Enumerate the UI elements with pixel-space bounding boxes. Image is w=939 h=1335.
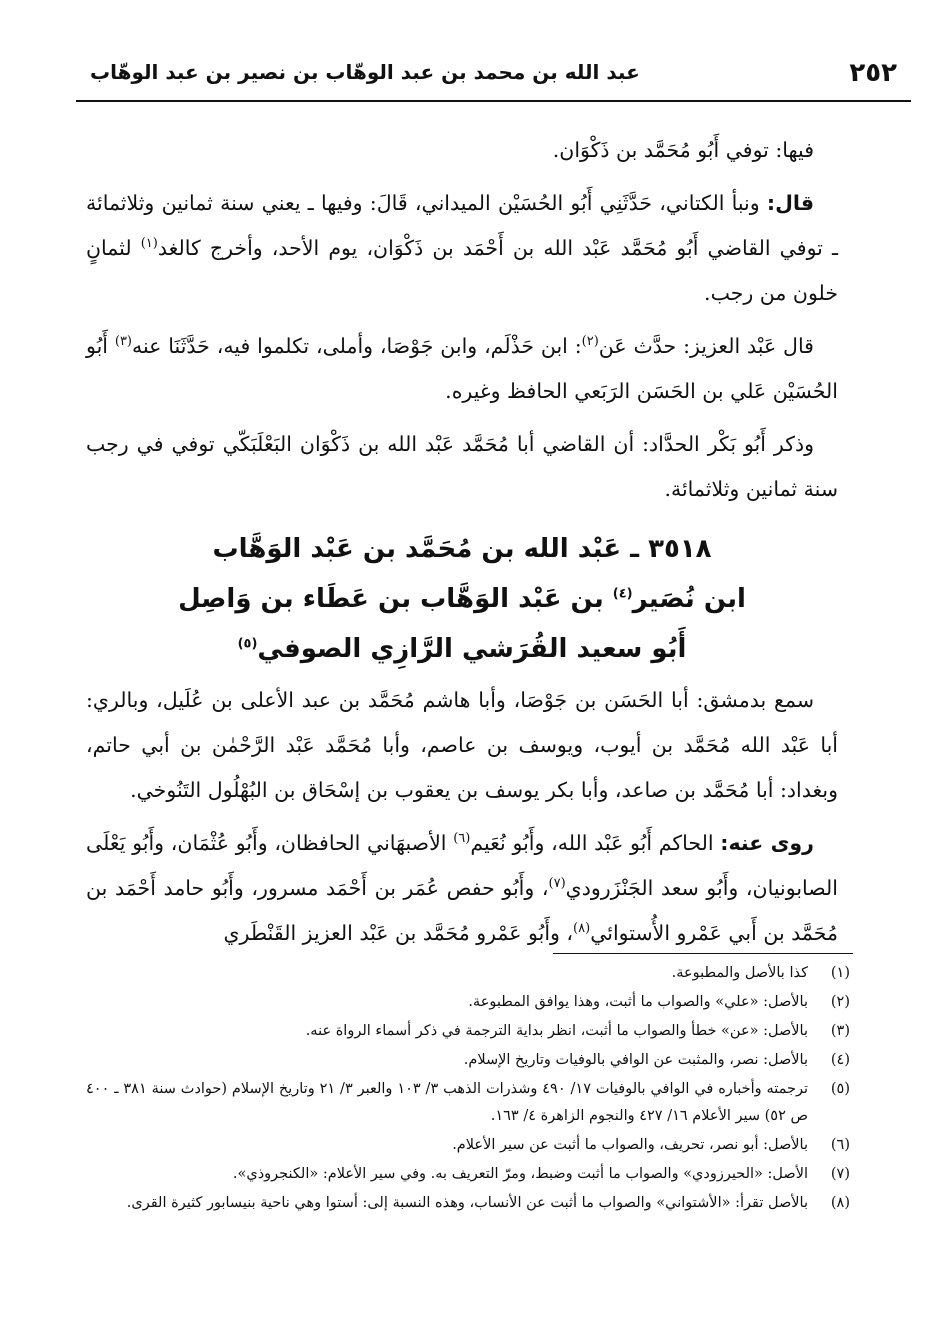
paragraph-text: قال عَبْد العزيز: حدَّث عَن xyxy=(598,334,814,358)
footnote-text: كذا بالأصل والمطبوعة. xyxy=(671,965,808,981)
paragraph-text: ، وأَبُو عَمْرو مُحَمَّد بن عَبْد العزيز القَنْطَري xyxy=(223,921,574,945)
footnote-number: (٢) xyxy=(830,994,850,1010)
running-title: عبد الله بن محمد بن عبد الوهّاب بن نصير بن عبد الوهّاب xyxy=(90,60,640,84)
entry-heading xyxy=(86,524,838,674)
paragraph-text: الحاكم أَبُو عَبْد الله، وأَبُو نُعَيم xyxy=(470,831,721,855)
footnote-ref: (١) xyxy=(140,236,158,252)
paragraph-2 xyxy=(86,181,838,316)
paragraph-text: لثمانٍ خلون من رجب. xyxy=(86,236,838,305)
footnote-text: بالأصل: نصر، والمثبت عن الوافي بالوفيات وتاريخ الإسلام. xyxy=(463,1052,808,1068)
heading-text: بن عَبْد الوَهَّاب بن عَطَاء بن وَاصِل xyxy=(178,584,613,614)
footnote-ref: (٣) xyxy=(114,334,132,350)
footnote-ref: (٥) xyxy=(237,636,258,652)
paragraph-text: الأصبهَاني الحافظان، وأَبُو عُثْمَان، وأَبُو يَعْلَى الصابونيان، وأَبُو سعد الجَنْزَرودي xyxy=(86,831,839,900)
paragraph-lead: روى عنه: xyxy=(720,831,814,855)
footnote xyxy=(86,1018,850,1045)
footnote xyxy=(86,1161,850,1188)
footnote-ref: (٢) xyxy=(581,334,599,350)
footnote-text: بالأصل: «عن» خطأ والصواب ما أثبت، انظر بداية الترجمة في ذكر أسماء الرواة عنه. xyxy=(305,1023,808,1039)
footnote xyxy=(86,1190,850,1217)
paragraph-4: وذكر أَبُو بَكْر الحدَّاد: أن القاضي أبا مُحَمَّد عَبْد الله بن ذَكْوَان البَعْلَبَكّي توفي في رجب سنة ثمانين وثلاثمائة. xyxy=(86,432,838,501)
footnote-text: ترجمته وأخباره في الوافي بالوفيات ١٧/ ٤٩٠ وشذرات الذهب ٣/ ١٠٣ والعبر ٣/ ٢١ وتاريخ الإسلام (حوادث سنة ٣٨١ ـ ٤٠٠ ص ٥٢) سير الأعلام ١٦/ ٤٢٧ والنجوم الزاهرة ٤/ ١٦٣. xyxy=(86,1081,809,1124)
footnote-number: (٤) xyxy=(830,1052,850,1068)
paragraph-text: ونبأ الكتاني، حَدَّثَنِي أَبُو الحُسَيْن الميداني، قَالَ: وفيها ـ يعني سنة ثمانين وثلاثمائة ـ توفي القاضي أَبُو مُحَمَّد عَبْد الله بن أَحْمَد بن ذَكْوَان، يوم الأحد، وأخرج كالغد xyxy=(86,191,838,260)
paragraph-6 xyxy=(86,821,838,956)
paragraph-3 xyxy=(86,324,838,414)
page-number: ٢٥٢ xyxy=(849,58,897,88)
footnote-number: (٦) xyxy=(830,1137,850,1153)
entry-heading-line-1: ٣٥١٨ ـ عَبْد الله بن مُحَمَّد بن عَبْد الوَهَّاب xyxy=(212,534,712,564)
footnote xyxy=(86,1047,850,1074)
paragraph-5: سمع بدمشق: أبا الحَسَن بن جَوْصَا، وأبا هاشم مُحَمَّد بن عبد الأعلى بن عُلَيل، وبالري: أبا عَبْد الله مُحَمَّد بن أيوب، ويوسف بن عاصم، وأبا مُحَمَّد عَبْد الرَّحْمٰن بن أبي حاتم، وبغداد: أبا مُحَمَّد بن صاعد، وأبا بكر يوسف بن يعقوب بن إسْحَاق بن البُهْلُول التَنُوخي. xyxy=(86,688,838,802)
footnote-number: (٧) xyxy=(830,1166,850,1182)
footnote xyxy=(86,960,850,987)
footnote-text: بالأصل تقرأ: «الأشتواني» والصواب ما أثبت عن الأنساب، وهذه النسبة إلى: أستوا وهي ناحية بنيسابور كثيرة القرى. xyxy=(126,1195,808,1211)
footnote-ref: (٤) xyxy=(612,586,633,602)
paragraph-text: : ابن حَذْلَم، وابن جَوْصَا، وأملى، تكلموا فيه، حَدَّثَنَا عنه xyxy=(132,334,582,358)
footnotes xyxy=(86,960,850,1219)
footnote-ref: (٧) xyxy=(548,876,566,892)
main-text xyxy=(86,128,838,956)
footnote-ref: (٨) xyxy=(573,921,591,937)
footnote xyxy=(86,1076,850,1130)
page-header xyxy=(76,56,911,102)
footnote-text: بالأصل: أبو نصر، تحريف، والصواب ما أثبت عن سير الأعلام. xyxy=(452,1137,808,1153)
footnote-number: (٣) xyxy=(830,1023,850,1039)
paragraph-text: ، وأَبُو حفص عُمَر بن أَحْمَد مسرور، وأَبُو حامد أَحْمَد بن مُحَمَّد بن أَبي عَمْرو الأُستوائي xyxy=(86,876,838,945)
footnote-text: بالأصل: «علي» والصواب ما أثبت، وهذا يوافق المطبوعة. xyxy=(468,994,808,1010)
footnote xyxy=(86,989,850,1016)
footnote-text: الأصل: «الحيرزودي» والصواب ما أثبت وضبط، ومرّ التعريف به. وفي سير الأعلام: «الكنجروذي». xyxy=(232,1166,808,1182)
paragraph-lead: قال: xyxy=(766,191,814,215)
header-rule xyxy=(76,100,911,102)
paragraph-1: فيها: توفي أَبُو مُحَمَّد بن ذَكْوَان. xyxy=(552,138,814,162)
paragraph-text: أَبُو الحُسَيْن عَلي بن الحَسَن الرَبَعي الحافظ وغيره. xyxy=(86,334,838,403)
footnote xyxy=(86,1132,850,1159)
footnote-separator xyxy=(553,953,853,954)
footnote-ref: (٦) xyxy=(453,831,471,847)
entry-heading-line-3 xyxy=(86,624,838,674)
heading-text: ابن نُصَير xyxy=(632,584,746,614)
footnote-number: (١) xyxy=(830,965,850,981)
footnote-number: (٨) xyxy=(830,1195,850,1211)
heading-text: أَبُو سعيد القُرَشي الرَّازِي الصوفي xyxy=(257,634,687,664)
entry-heading-line-2 xyxy=(86,574,838,624)
footnote-number: (٥) xyxy=(830,1081,850,1097)
